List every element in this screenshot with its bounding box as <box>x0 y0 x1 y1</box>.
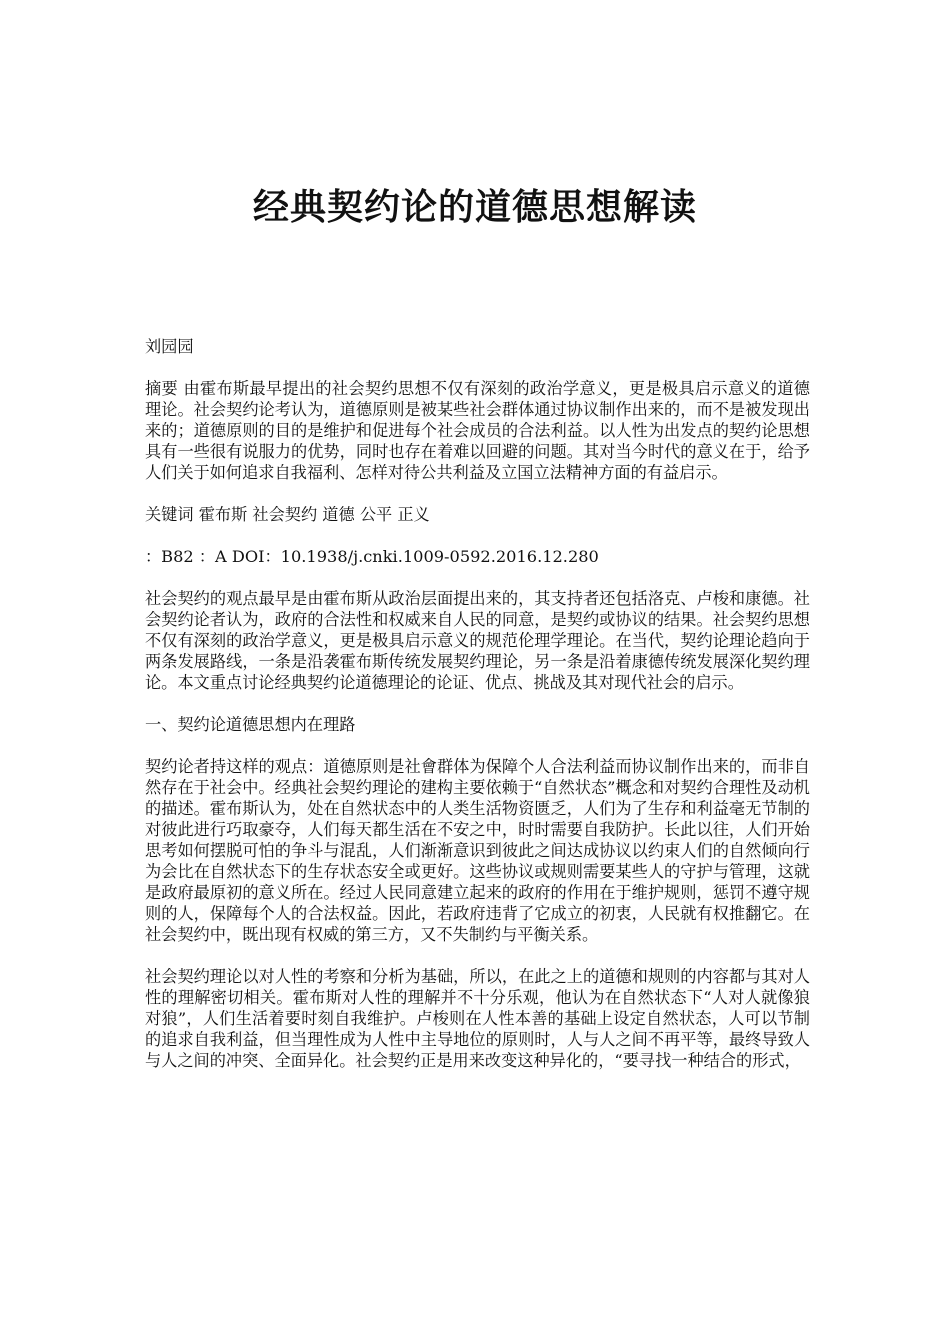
body-paragraph-1: 契约论者持这样的观点：道德原则是社會群体为保障个人合法利益而协议制作出来的，而非自然存在于社会中。经典社会契约理论的建构主要依赖于“自然状态”概念和对契约合理性及动机的描述。霍布斯认为，处在自然状态中的人类生活物资匮乏，人们为了生存和利益毫无节制的对彼此进行巧取豪夺，人们每天都生活在不安之中，时时需要自我防护。长此以往，人们开始思考如何摆脱可怕的争斗与混乱，人们渐渐意识到彼此之间达成协议以约束人们的自然倾向行为会比在自然状态下的生存状态安全或更好。这些协议或规则需要某些人的守护与管理，这就是政府最原初的意义所在。经过人民同意建立起来的政府的作用在于维护规则，惩罚不遵守规则的人，保障每个人的合法权益。因此，若政府违背了它成立的初衷，人民就有权推翻它。在社会契约中，既出现有权威的第三方，又不失制约与平衡关系。 <box>145 757 810 944</box>
classification-doi-line: ：B82 ：A DOI：10.1938/j.cnki.1009-0592.2016.12.280 <box>145 547 599 566</box>
paper-title: 经典契约论的道德思想解读 <box>252 186 697 228</box>
paper-body <box>145 336 810 1092</box>
abstract-paragraph: 摘要 由霍布斯最早提出的社会契约思想不仅有深刻的政治学意义，更是极具启示意义的道德理论。社会契约论考认为，道德原则是被某些社会群体通过协议制作出来的，而不是被发现出来的；道德原则的目的是维护和促进每个社会成员的合法利益。以人性为出发点的契约论思想具有一些很有说服力的优势，同时也存在着难以回避的问题。其对当今时代的意义在于，给予人们关于如何追求自我福利、怎样对待公共利益及立国立法精神方面的有益启示。 <box>145 379 810 482</box>
author-name: 刘园园 <box>145 337 194 356</box>
keywords-line: 关键词 霍布斯 社会契约 道德 公平 正义 <box>145 505 430 524</box>
section-heading-1: 一、契约论道德思想内在理路 <box>145 715 356 734</box>
body-paragraph-2: 社会契约理论以对人性的考察和分析为基础，所以，在此之上的道德和规则的内容都与其对人性的理解密切相关。霍布斯对人性的理解并不十分乐观，他认为在自然状态下“人对人就像狼对狼”，人们生活着要时刻自我维护。卢梭则在人性本善的基础上设定自然状态，人可以节制的追求自我利益，但当理性成为人性中主导地位的原则时，人与人之间不再平等，最终导致人与人之间的冲突、全面异化。社会契约正是用来改变这种异化的，“要寻找一种结合的形式， <box>145 967 810 1070</box>
body-paragraph-intro: 社会契约的观点最早是由霍布斯从政治层面提出来的，其支持者还包括洛克、卢梭和康德。社会契约论者认为，政府的合法性和权威来自人民的同意，是契约或协议的结果。社会契约思想不仅有深刻的政治学意义，更是极具启示意义的规范伦理学理论。在当代，契约论理论趋向于两条发展路线，一条是沿袭霍布斯传统发展契约理论，另一条是沿着康德传统发展深化契约理论。本文重点讨论经典契约论道德理论的论证、优点、挑战及其对现代社会的启示。 <box>145 589 810 692</box>
